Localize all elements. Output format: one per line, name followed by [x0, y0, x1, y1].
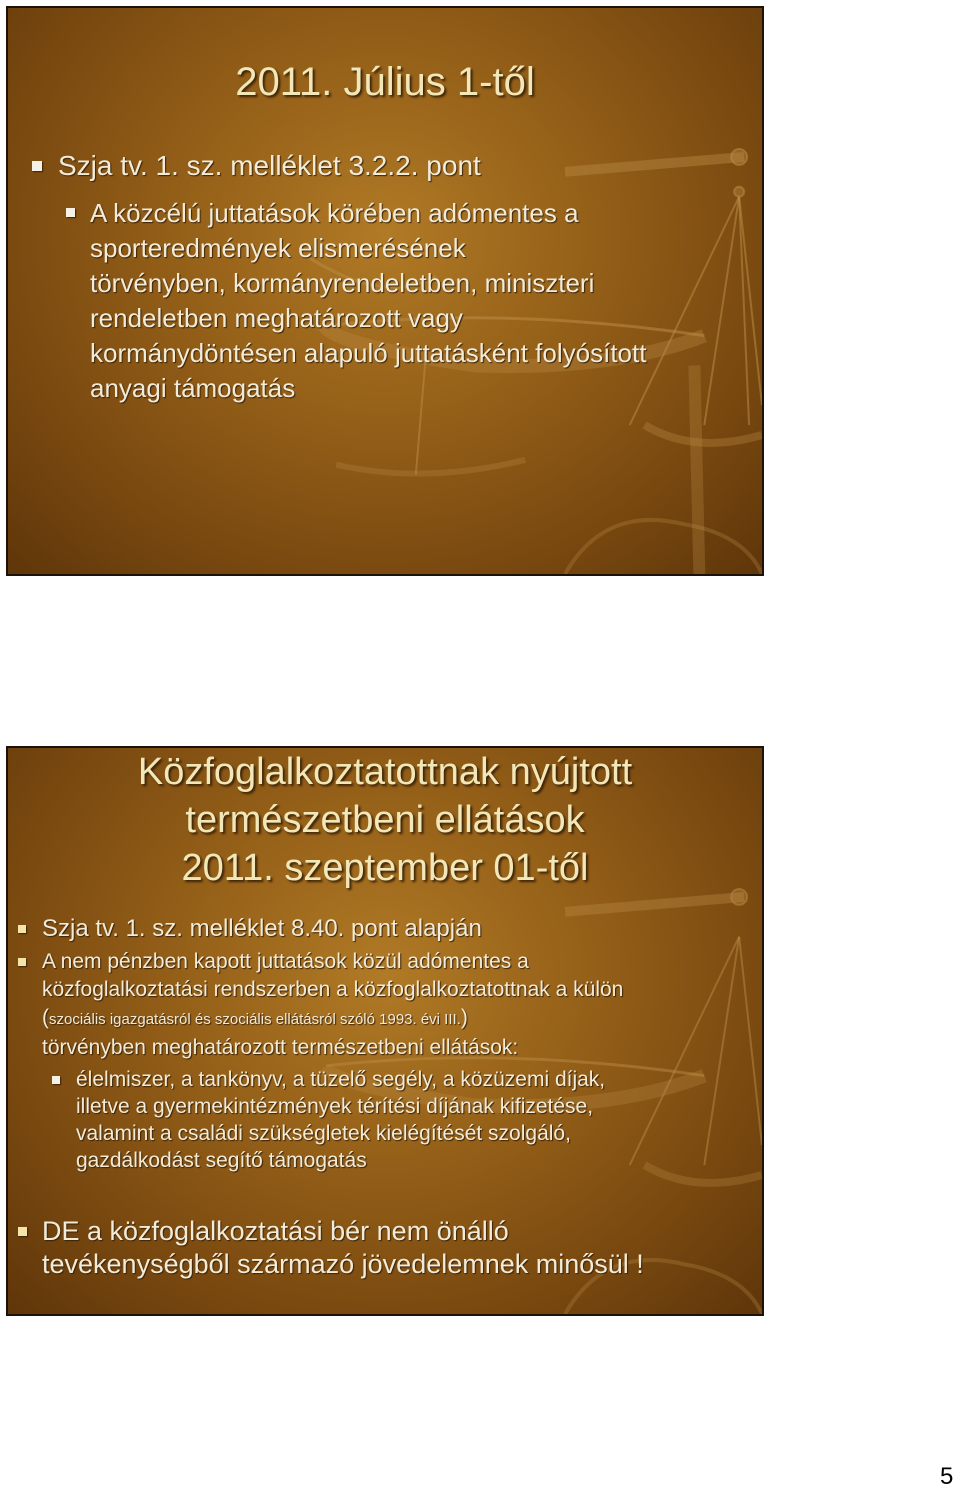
slide-1-title: 2011. Július 1-től — [235, 60, 535, 104]
slide-2-bullet-2-line: A nem pénzben kapott juttatások közül adómentes a — [42, 950, 529, 973]
paren-open: ( — [42, 1006, 49, 1029]
slide-1-bullet-1-text: Szja tv. 1. sz. melléklet 3.2.2. pont — [58, 150, 481, 181]
slide-2-bullet-2-line: közfoglalkoztatási rendszerben a közfoglalkoztatottnak a külön — [42, 978, 624, 1001]
bullet-square-icon — [32, 161, 42, 171]
slide-2-title — [8, 748, 762, 892]
slide-2-bullet-2-small-text: szociális igazgatásról és szociális ellátásról szóló 1993. évi III. — [49, 1011, 461, 1028]
slide-1-sub-line: törvényben, kormányrendeletben, miniszteri — [90, 268, 595, 298]
slide-1-sub-line: A közcélú juttatások körében adómentes a — [90, 198, 579, 228]
bullet-square-icon — [18, 925, 26, 933]
paren-close: ) — [460, 1006, 468, 1029]
slide-2-title-line: Közfoglalkoztatottnak nyújtott — [137, 751, 633, 793]
page-number: 5 — [940, 1463, 954, 1490]
slide-1-sub-line: kormánydöntésen alapuló juttatásként folyósított — [90, 338, 647, 368]
slide-2-bullet-3-line: DE a közfoglalkoztatási bér nem önálló — [42, 1216, 509, 1246]
slide-1 — [6, 6, 764, 576]
bullet-square-icon — [18, 958, 26, 966]
slide-2-title-line: 2011. szeptember 01-től — [181, 847, 589, 889]
slide-2-sub-line: illetve a gyermekintézmények térítési díjának kifizetése, — [76, 1095, 594, 1118]
bullet-square-icon — [18, 1227, 27, 1236]
slide-2-bullet-3-line: tevékenységből származó jövedelemnek minősül ! — [42, 1249, 644, 1279]
slide-1-sub-line: anyagi támogatás — [90, 373, 296, 403]
slide-1-sub-line: sporteredmények elismerésének — [90, 233, 466, 263]
slide-2-sub-line: gazdálkodást segítő támogatás — [76, 1149, 367, 1172]
slide-2-title-line: természetbeni ellátások — [185, 799, 585, 841]
slide-2-bullet-2-line — [42, 1004, 623, 1034]
slide-2 — [6, 746, 764, 1316]
bullet-square-icon — [52, 1076, 60, 1084]
slide-2-sub-line: élelmiszer, a tankönyv, a tüzelő segély, a közüzemi díjak, — [76, 1068, 606, 1091]
slide-2-bullet-1-text: Szja tv. 1. sz. melléklet 8.40. pont alapján — [42, 915, 482, 942]
slide-2-bullet-2-line: törvényben meghatározott természetbeni ellátások: — [42, 1036, 519, 1059]
slide-2-sub-line: valamint a családi szükségletek kielégítését szolgáló, — [76, 1122, 571, 1145]
bullet-square-icon — [66, 208, 75, 217]
slide-1-sub-line: rendeletben meghatározott vagy — [90, 303, 463, 333]
